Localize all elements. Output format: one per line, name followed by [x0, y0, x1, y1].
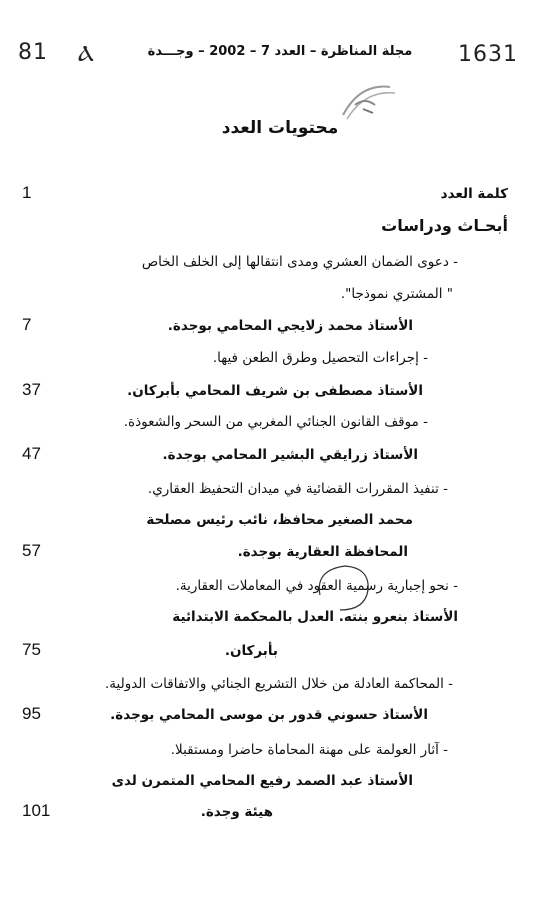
toc-entry: كلمة العدد [440, 186, 508, 202]
toc-entry: الأستاذ حسوني قدور بن موسى المحامي بوجدة. [110, 707, 428, 723]
toc-entry: الأستاذ زرايقي البشير المحامي بوجدة. [162, 447, 418, 463]
toc-page-number: 47 [22, 444, 41, 463]
toc-page-number: 37 [22, 380, 41, 399]
pen-circle-mark [310, 560, 375, 615]
toc-entry: هيئة وجدة. [200, 804, 273, 820]
toc-entry: الأستاذ محمد زلايجي المحامي بوجدة. [167, 318, 413, 334]
toc-page-number: 57 [22, 541, 41, 560]
toc-page-number: 1 [22, 183, 32, 202]
toc-entry: " المشتري نموذجا". [340, 286, 453, 302]
toc-entry: - المحاكمة العادلة من خلال التشريع الجنائي والاتفاقات الدولية. [104, 676, 453, 692]
journal-header: مجلة المناظرة – العدد 7 – 2002 – وجـــدة [147, 44, 413, 59]
toc-entry: الأستاذ مصطفى بن شريف المحامي بأبركان. [127, 383, 423, 399]
toc-entry: محمد الصغير محافظ، نائب رئيس مصلحة [146, 512, 413, 528]
toc-entry: - موقف القانون الجنائي المغربي من السحر والشعوذة. [123, 414, 428, 430]
page-title: محتويات العدد [221, 118, 339, 138]
toc-entry: - نحو إجبارية رسمية العقود في المعاملات العقارية. [175, 578, 458, 594]
toc-entry: - تنفيذ المقررات القضائية في ميدان التحفيظ العقاري. [147, 481, 448, 497]
toc-entry: أبحـاث ودراسات [381, 216, 508, 235]
toc-page-number: 75 [22, 640, 41, 659]
toc-entry: الأستاذ عبد الصمد رفيع المحامي المتمرن لدى [111, 773, 413, 789]
toc-page-number: 101 [22, 801, 51, 820]
toc-page-number: 95 [22, 704, 41, 723]
toc-entry: - دعوى الضمان العشري ومدى انتقالها إلى الخلف الخاص [141, 254, 458, 270]
handwritten-mark-left: 81 [18, 40, 48, 65]
handwritten-mark-middle: Ⲁ [78, 42, 95, 67]
toc-entry: الأستاذ بنعرو بنته. العدل بالمحكمة الابتدائية [172, 609, 458, 625]
handwritten-page-number: 1631 [458, 42, 518, 67]
toc-entry: - آثار العولمة على مهنة المحاماة حاضرا ومستقبلا. [170, 742, 448, 758]
toc-entry: بأبركان. [224, 643, 278, 659]
toc-entry: - إجراءات التحصيل وطرق الطعن فيها. [212, 350, 428, 366]
toc-entry: المحافظة العقارية بوجدة. [237, 544, 408, 560]
toc-page-number: 7 [22, 315, 32, 334]
